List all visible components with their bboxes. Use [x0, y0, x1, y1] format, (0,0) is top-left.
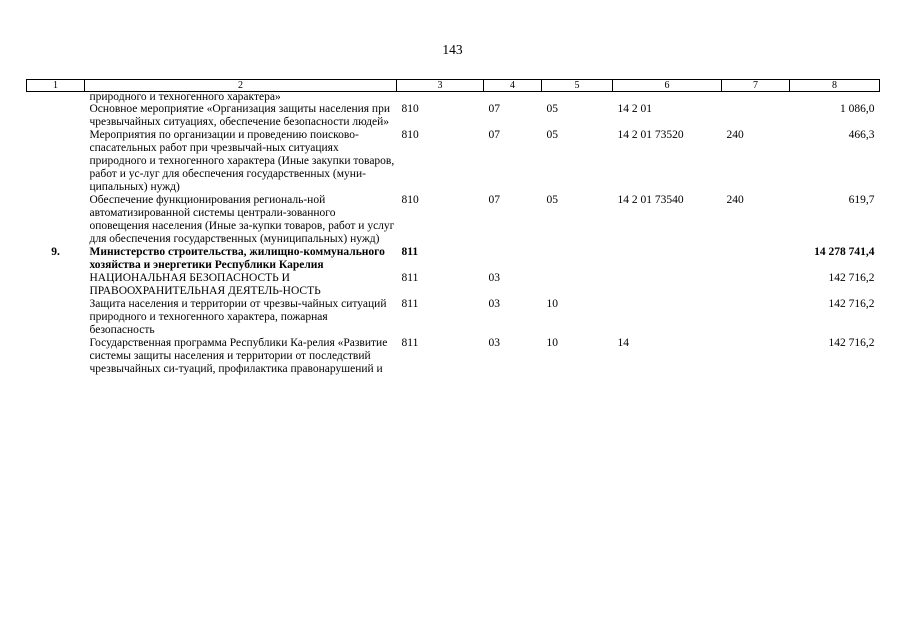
row-razdel-code: 07: [488, 103, 500, 115]
row-number: 9.: [51, 246, 60, 258]
row-vr-code: 240: [726, 129, 744, 141]
row-name: Государственная программа Республики Ка-релия «Развитие системы защиты населения и территории от последствий чрезвычайных си-туаций, профилактика правонарушений и: [89, 337, 388, 375]
column-header-8: 8: [790, 80, 880, 92]
row-csr-code: 14 2 01: [617, 103, 652, 115]
row-name: Обеспечение функционирования региональ-ной автоматизированной системы централи-зованного оповещения населения (Иные за-купки товаров, работ и услуг для обеспечения государственных (муниципальных) нужд): [89, 194, 395, 245]
row-name: НАЦИОНАЛЬНАЯ БЕЗОПАСНОСТЬ И ПРАВООХРАНИТЕЛЬНАЯ ДЕЯТЕЛЬ-НОСТЬ: [89, 272, 321, 297]
table-row-ministry: [27, 246, 880, 272]
row-csr-code: 14 2 01 73540: [617, 194, 684, 206]
row-vr-code: [722, 92, 790, 104]
column-header-3: 3: [397, 80, 484, 92]
row-razdel-code: [484, 246, 542, 272]
row-amount: 619,7: [848, 194, 875, 206]
column-header-1: 1: [27, 80, 85, 92]
column-header-6: 6: [613, 80, 722, 92]
row-ved-code: 810: [401, 103, 419, 115]
table-row: [27, 194, 880, 246]
row-razdel-code: 07: [488, 194, 500, 206]
row-name: Защита населения и территории от чрезвы-чайных ситуаций природного и техногенного характера, пожарная безопасность: [89, 298, 387, 336]
row-ved-code: 810: [401, 194, 419, 206]
row-number: [27, 337, 85, 376]
row-csr-code: 14 2 01 73520: [617, 129, 684, 141]
row-number: [27, 272, 85, 298]
row-amount: 142 716,2: [828, 272, 875, 284]
row-podrazdel-code: 05: [546, 103, 558, 115]
row-amount: 14 278 741,4: [814, 246, 875, 258]
row-razdel-code: 03: [488, 298, 500, 310]
row-razdel-code: 07: [488, 129, 500, 141]
row-ved-code: 811: [401, 337, 419, 349]
row-name: Министерство строительства, жилищно-коммунального хозяйства и энергетики Республики Карелия: [89, 246, 385, 271]
row-csr-code: [613, 272, 722, 298]
row-number: [27, 194, 85, 246]
row-podrazdel-code: [542, 272, 613, 298]
row-podrazdel-code: 10: [546, 337, 558, 349]
row-vr-code: [722, 272, 790, 298]
column-header-7: 7: [722, 80, 790, 92]
row-number: [27, 129, 85, 194]
row-vr-code: [722, 337, 790, 376]
row-csr-code: [613, 246, 722, 272]
table-row: [27, 337, 880, 376]
row-csr-code: 14: [617, 337, 629, 349]
row-number: [27, 92, 85, 104]
row-podrazdel-code: 05: [546, 194, 558, 206]
column-header-5: 5: [542, 80, 613, 92]
table-row: [27, 103, 880, 129]
table-row: [27, 298, 880, 337]
row-amount: 142 716,2: [828, 337, 875, 349]
row-vr-code: [722, 103, 790, 129]
row-podrazdel-code: [542, 246, 613, 272]
row-amount: 466,3: [848, 129, 875, 141]
row-vr-code: [722, 298, 790, 337]
row-number: [27, 103, 85, 129]
row-ved-code: 811: [401, 272, 419, 284]
table-row: [27, 129, 880, 194]
row-vr-code: 240: [726, 194, 744, 206]
row-vr-code: [722, 246, 790, 272]
row-name: природного и техногенного характера»: [89, 91, 281, 103]
column-header-4: 4: [484, 80, 542, 92]
budget-table: [26, 79, 880, 376]
row-csr-code: [613, 298, 722, 337]
row-ved-code: 810: [401, 129, 419, 141]
table-row: [27, 92, 880, 104]
table-row: [27, 272, 880, 298]
row-razdel-code: [484, 92, 542, 104]
row-ved-code: 811: [401, 298, 419, 310]
row-name: Мероприятия по организации и проведению поисково-спасательных работ при чрезвычай-ных ситуациях природного и техногенного характера (Иные закупки товаров, работ и ус-луг для обеспечения государственных (муни-ципальных) нужд): [89, 129, 395, 193]
row-razdel-code: 03: [488, 337, 500, 349]
row-number: [27, 298, 85, 337]
row-ved-code: [397, 92, 484, 104]
row-amount: 142 716,2: [828, 298, 875, 310]
row-amount: 1 086,0: [840, 103, 875, 115]
table-header-row: [27, 80, 880, 92]
row-razdel-code: 03: [488, 272, 500, 284]
row-csr-code: [613, 92, 722, 104]
row-amount: [790, 92, 880, 104]
page-number: 143: [442, 42, 463, 57]
row-name: Основное мероприятие «Организация защиты населения при чрезвычайных ситуациях, обеспечение безопасности людей»: [89, 103, 390, 128]
row-podrazdel-code: [542, 92, 613, 104]
row-podrazdel-code: 05: [546, 129, 558, 141]
row-ved-code: 811: [401, 246, 419, 258]
column-header-2: 2: [85, 80, 397, 92]
row-podrazdel-code: 10: [546, 298, 558, 310]
